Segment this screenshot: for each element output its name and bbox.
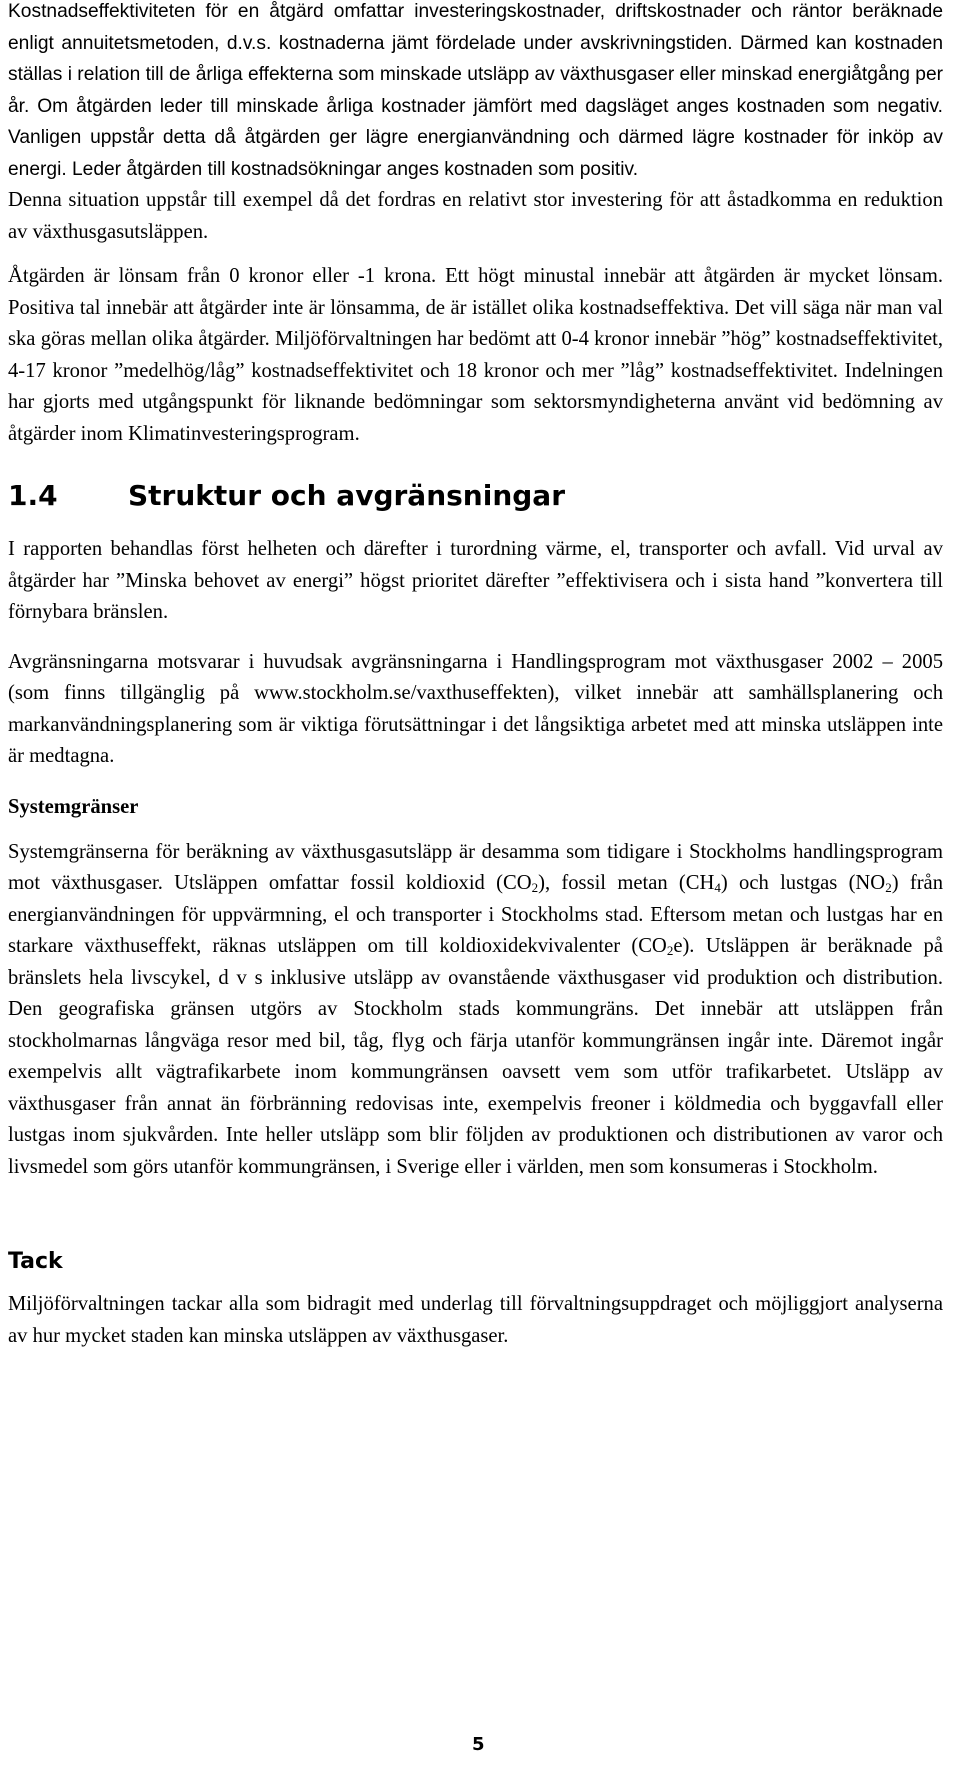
co2-subscript: 2	[531, 880, 539, 895]
system-text-5: e). Utsläppen är beräknade på bränslets hela livscykel, d v s inklusive utsläpp av ovanstående växthusgaser vid produktion och distribution. Den geografiska gränsen utgörs av Stockholm stads kommungräns. Det innebär att utsläppen från stockholmarnas långväga resor med bil, tåg, flyg och färja utanför kommungränsen ingår inte. Däremot ingår exempelvis allt vägtrafikarbete inom kommungränsen oavsett vem som utför trafikarbetet. Utsläpp av växthusgaser från annat än förbränning redovisas inte, exempelvis freoner i köldmedia och byggavfall eller lustgas inom sjukvården. Inte heller utsläpp som blir följden av produktionen och distributionen av varor och livsmedel som görs utanför kommungränsen, i Sverige eller i världen, men som konsumeras i Stockholm.	[8, 935, 943, 1178]
system-text-3: ) och lustgas (NO	[720, 872, 886, 894]
system-heading: Systemgränser	[8, 795, 139, 818]
no2-subscript: 2	[885, 880, 892, 895]
section-heading	[8, 478, 943, 514]
section-number: 1.4	[8, 479, 58, 512]
system-text-4: ) från energianvändningen för uppvärmning, el och transporter i Stockholms stad. Eftersom metan och lustgas har en starkare växthuseffekt, räknas utsläppen om till koldioxidekvivalenter (CO	[8, 872, 943, 957]
thanks-heading: Tack	[8, 1249, 63, 1274]
ch4-subscript: 4	[714, 880, 721, 895]
page-content	[8, 0, 943, 1352]
section-paragraph-1: I rapporten behandlas först helheten och därefter i turordning värme, el, transporter och avfall. Vid urval av åtgärder har ”Minska behovet av energi” högst prioritet därefter ”effektivisera och i sista hand ”konvertera till förnybara bränslen.	[8, 538, 943, 623]
system-text-1: Systemgränserna för beräkning av växthusgasutsläpp är desamma som tidigare i Stockholms handlingsprogram mot växthusgaser. Utsläppen omfattar fossil koldioxid (CO	[8, 840, 943, 894]
thanks-paragraph: Miljöförvaltningen tackar alla som bidragit med underlag till förvaltningsuppdraget och möjliggjort analyserna av hur mycket staden kan minska utsläppen av växthusgaser.	[8, 1293, 943, 1347]
intro-paragraph-2: Åtgärden är lönsam från 0 kronor eller -1 krona. Ett högt minustal innebär att åtgärden är mycket lönsam. Positiva tal innebär att åtgärder inte är lönsamma, de är istället olika kostnadseffektiva. Det vill säga när man val ska göras mellan olika åtgärder. Miljöförvaltningen har bedömt att 0-4 kronor innebär ”hög” kostnadseffektivitet, 4-17 kronor ”medelhög/låg” kostnadseffektivitet och 18 kronor och mer ”låg” kostnadseffektivitet. Indelningen har gjorts med utgångspunkt för liknande bedömningar som sektorsmyndigheterna använt vid bedömning av åtgärder inom Klimatinvesteringsprogram.	[8, 265, 943, 445]
system-paragraph	[8, 837, 943, 1184]
section-title: Struktur och avgränsningar	[128, 479, 566, 512]
system-text-2: ), fossil metan (CH	[538, 872, 715, 894]
intro-paragraph-1: Kostnadseffektiviteten för en åtgärd omfattar investeringskostnader, driftskostnader och räntor beräknade enligt annuitetsmetoden, d.v.s. kostnaderna jämt fördelade under avskrivningstiden. Därmed kan kostnaden ställas i relation till de årliga effekterna som minskade utsläpp av växthusgaser eller minskad energiåtgång per år. Om åtgärden leder till minskade årliga kostnader jämfört med dagsläget anges kostnaden som negativ. Vanligen uppstår detta då åtgärden ger lägre energianvändning och därmed lägre kostnader för inköp av energi. Leder åtgärden till kostnadsökningar anges kostnaden som positiv.	[8, 1, 944, 180]
co2e-subscript: 2	[666, 943, 674, 958]
page-number: 5	[472, 1734, 485, 1755]
section-paragraph-2: Avgränsningarna motsvarar i huvudsak avgränsningarna i Handlingsprogram mot växthusgaser 2002 – 2005 (som finns tillgänglig på www.stockholm.se/vaxthuseffekten), vilket innebär att samhällsplanering och markanvändningsplanering som är viktiga förutsättningar i det långsiktiga arbetet med att minska utsläppen inte är medtagna.	[8, 650, 943, 767]
intro-paragraph-1-continued: Denna situation uppstår till exempel då det fordras en relativt stor investering för att åstadkomma en reduktion av växthusgasutsläppen.	[8, 189, 943, 243]
